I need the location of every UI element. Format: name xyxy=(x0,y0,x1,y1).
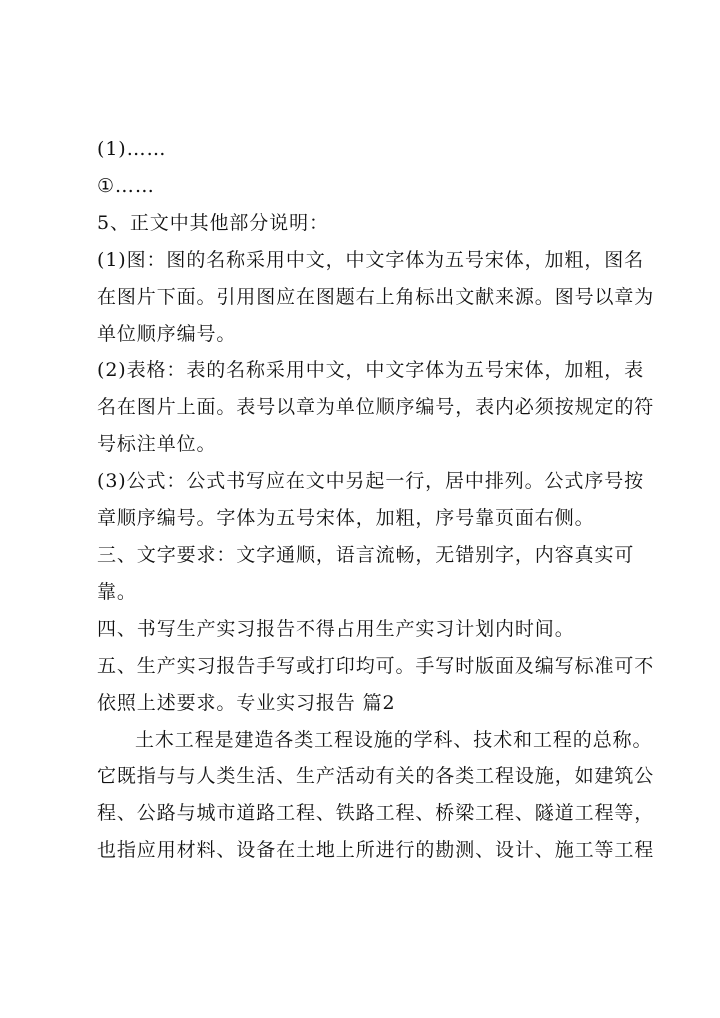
paragraph-figure-line-1: (1)图：图的名称采用中文，中文字体为五号宋体，加粗，图名 xyxy=(97,248,645,271)
paragraph-civil-line-4: 也指应用材料、设备在土地上所进行的勘测、设计、施工等工程 xyxy=(97,839,655,862)
paragraph-text-req-line-2: 靠。 xyxy=(97,580,137,603)
section-heading-5: 5、正文中其他部分说明： xyxy=(97,211,329,234)
paragraph-text-req-line-1: 三、文字要求：文字通顺，语言流畅，无错别字，内容真实可 xyxy=(97,543,635,566)
paragraph-figure-line-2: 在图片下面。引用图应在图题右上角标出文献来源。图号以章为 xyxy=(97,285,655,308)
paragraph-civil-line-1: 土木工程是建造各类工程设施的学科、技术和工程的总称。 xyxy=(135,728,653,751)
paragraph-formula-line-2: 章顺序编号。字体为五号宋体，加粗，序号靠页面右侧。 xyxy=(97,507,595,530)
list-item-circled-1: ①…… xyxy=(97,174,155,197)
document-body xyxy=(97,131,655,869)
paragraph-format-line-2: 依照上述要求。专业实习报告 篇2 xyxy=(97,691,396,714)
paragraph-figure-line-3: 单位顺序编号。 xyxy=(97,322,237,345)
paragraph-table-line-3: 号标注单位。 xyxy=(97,433,217,456)
paragraph-table-line-1: (2)表格：表的名称采用中文，中文字体为五号宋体，加粗，表 xyxy=(97,359,645,382)
paragraph-table-line-2: 名在图片上面。表号以章为单位顺序编号，表内必须按规定的符 xyxy=(97,396,655,419)
paragraph-civil-line-2: 它既指与与人类生活、生产活动有关的各类工程设施，如建筑公 xyxy=(97,765,655,788)
paragraph-formula-line-1: (3)公式：公式书写应在文中另起一行，居中排列。公式序号按 xyxy=(97,470,645,493)
list-item-outline-1: (1)…… xyxy=(97,138,167,160)
paragraph-time-req: 四、书写生产实习报告不得占用生产实习计划内时间。 xyxy=(97,617,575,640)
paragraph-format-line-1: 五、生产实习报告手写或打印均可。手写时版面及编写标准可不 xyxy=(97,654,655,677)
paragraph-civil-line-3: 程、公路与城市道路工程、铁路工程、桥梁工程、隧道工程等， xyxy=(97,802,655,825)
